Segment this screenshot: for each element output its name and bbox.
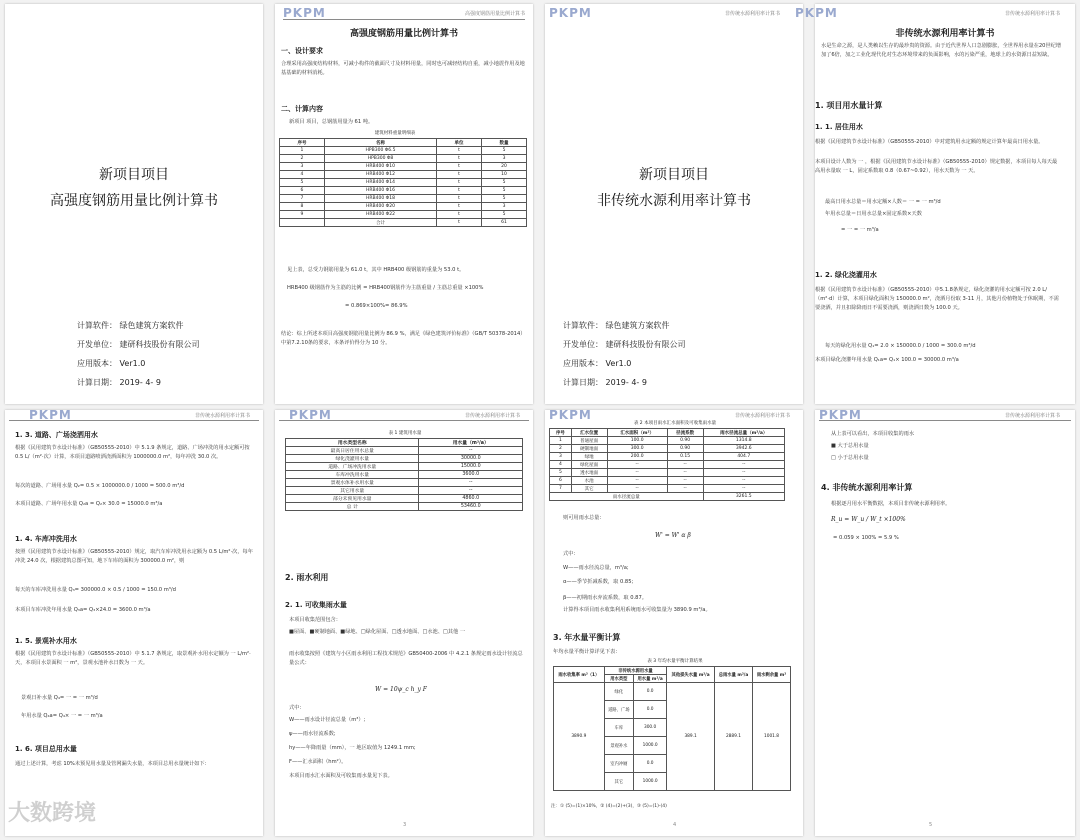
- formula-w: W = 10ψ_c h_y F: [375, 686, 427, 693]
- rain-area-table-cell: 404.7: [703, 453, 784, 461]
- steel-table-cell: 5: [280, 179, 325, 187]
- section-1-3-heading: 1. 3. 道路、广场浇洒用水: [15, 431, 98, 439]
- rain-total-label: 雨水径流总量: [550, 493, 704, 501]
- meta-version: 应用版本： Ver1.0: [563, 359, 632, 368]
- steel-table-cell: 3: [280, 163, 325, 171]
- section-1-2-b: 本项目绿化浇灌年用水量 Q₁a= Q₁× 100.0 = 30000.0 m³/a: [815, 357, 959, 363]
- where-label: 式中：: [289, 705, 305, 711]
- steel-table-row: [280, 155, 527, 163]
- th-nontrad: 非传统水源用水量: [604, 667, 667, 675]
- rain-area-table-cell: 绿地: [571, 453, 607, 461]
- water-usage-table-row: [286, 487, 523, 495]
- rain-area-table-cell: 2: [550, 445, 572, 453]
- rain-area-table-cell: --: [607, 469, 667, 477]
- water-usage-table-row: [286, 463, 523, 471]
- intro-text: 水是生命之源，是人类赖以生存的最珍贵的资源。由于近代世界人口急剧膨胀，全世界用水量在20世纪增加了6倍，加之工业化现代化对生态环境带来的负面影响，水的污染严重，地球上的水资源日益短缺。: [821, 43, 1062, 58]
- steel-table-cell: 5: [482, 195, 527, 203]
- water-usage-table-cell: 其它用水量: [286, 487, 419, 495]
- conclusion: 结论：综上所述本项目高强度钢筋用量比例为 86.9 %，满足《绿色建筑评价标准》（GB/T 50378-2014）中第7.2.10条的要求，本条评价得分为 10 分。: [281, 331, 523, 346]
- section-2-heading: 二、计算内容: [281, 105, 323, 113]
- where-5: 本项目雨水汇水面积及可收集雨水量见下表。: [289, 773, 393, 779]
- section-2-1-text: 本项目收集范围包含：: [289, 617, 341, 623]
- rain-area-table-cell: 200.0: [607, 453, 667, 461]
- steel-table-cell: HRB400 Φ20: [324, 203, 436, 211]
- running-header: 非传统水源利用率计算书: [725, 11, 781, 17]
- water-usage-table-cell: 部分未预见用水量: [286, 495, 419, 503]
- section-2-heading: 2. 雨水利用: [285, 573, 329, 582]
- section-1-2-heading: 1. 2. 绿化浇灌用水: [815, 271, 877, 279]
- water-usage-table-row: [286, 471, 523, 479]
- td-amount-3: 1000.0: [633, 737, 666, 755]
- rain-area-table-row: [550, 485, 785, 493]
- td-amount-1: 0.0: [633, 701, 666, 719]
- page-7: [545, 410, 803, 836]
- rain-area-table: [549, 428, 785, 501]
- td-type-0: 绿化: [604, 683, 633, 701]
- rain-area-table-cell: --: [607, 461, 667, 469]
- water-usage-table-row: [286, 479, 523, 487]
- water-usage-table-row: [286, 447, 523, 455]
- table-3-note: 注：① (5)=(1)×10%，② (4)=(2)+(3)，③ (5)=(1)-(4): [551, 804, 667, 809]
- pkpm-logo: PKPM: [795, 6, 838, 20]
- rain-area-table-cell: 5: [550, 469, 572, 477]
- header-rule: [9, 420, 259, 421]
- rain-area-table-cell: 1314.8: [703, 437, 784, 445]
- result-line-3: = 0.869×100%= 86.9%: [345, 303, 408, 309]
- rain-area-table-cell: --: [667, 485, 703, 493]
- result-line-1: 见上表，总受力钢筋用量为 61.0 t，其中 HRB400 级钢筋的重量为 53.0 t。: [287, 267, 465, 273]
- section-1-1-a: 本项目设计人数为 一 ，根据《民用建筑节水设计标准》（GB50555-2010）规定数据，本项目每人每天最高用水量取 一 L，固定系数取 0.8（0.67~0.92），用水天数为 一 天。: [815, 159, 1058, 174]
- steel-table-cell: [280, 219, 325, 227]
- water-usage-table-cell: 绿化浇灌用水量: [286, 455, 419, 463]
- td-type-4: 室内冲厕: [604, 755, 633, 773]
- header-rule: [819, 420, 1071, 421]
- td-amount-4: 0.0: [633, 755, 666, 773]
- steel-table-cell: 10: [482, 171, 527, 179]
- water-usage-table-cell: 最高日居住用水总量: [286, 447, 419, 455]
- steel-table-cell: 2: [280, 155, 325, 163]
- cover-title-line1: 新项目项目: [99, 167, 169, 183]
- steel-table-cell: 5: [482, 211, 527, 219]
- rain-area-table-header-0: 序号: [550, 429, 572, 437]
- rain-area-table-cell: 100.0: [607, 437, 667, 445]
- water-usage-table-cell: 道路、广场冲洗用水量: [286, 463, 419, 471]
- doc-title: 非传统水源利用率计算书: [895, 29, 995, 39]
- section-1-1-c: 年用水总量＝日用水总量×固定系数×天数: [825, 211, 922, 217]
- th-left: 雨水剩余量 m³: [753, 667, 791, 683]
- rain-area-table-row: [550, 445, 785, 453]
- steel-table-row: [280, 211, 527, 219]
- steel-table-cell: HPB300 Φ8: [324, 155, 436, 163]
- section-1-1-b: 最高日用水总量＝用水定额×人数＝ 一 = 一 m³/d: [825, 199, 941, 205]
- steel-table-cell: HRB400 Φ18: [324, 195, 436, 203]
- section-3-text: 年均水量平衡计算详见下表：: [553, 649, 621, 655]
- steel-table-row: [280, 203, 527, 211]
- cover-title-line1: 新项目项目: [639, 167, 709, 183]
- cover-title-line2: 非传统水源利用率计算书: [597, 193, 751, 209]
- section-1-3-text: 根据《民用建筑节水设计标准》（GB50555-2010）中 5.1.9 条规定，道路、广场冲洗的用水定额可按 0.5 L/（m²·次）计算，本项目道路喷洒浇洒面积为 1000000.0 m²，每年冲洗 30.0 次。: [15, 445, 250, 460]
- table-3-caption: 表 3 年均水量平衡计算结果: [647, 659, 703, 664]
- rain-area-table-cell: --: [607, 485, 667, 493]
- rain-area-table-row: [550, 461, 785, 469]
- td-amount-0: 0.0: [633, 683, 666, 701]
- td-total: 2889.1: [714, 683, 752, 791]
- section-2-text: 新项目 项目，总钢筋用量为 61 吨。: [289, 119, 374, 125]
- section-1-5-b: 年用水量 Q₄a= Q₄× 一 = 一 m³/a: [21, 713, 103, 719]
- td-loss: 389.1: [667, 683, 715, 791]
- steel-table-cell: HRB400 Φ14: [324, 179, 436, 187]
- formula-w-prime: W' = W' α β: [655, 532, 691, 539]
- rain-area-table-cell: 普通屋面: [571, 437, 607, 445]
- water-usage-table-cell: --: [419, 447, 523, 455]
- steel-table-row: [280, 219, 527, 227]
- steel-table-cell: t: [437, 179, 482, 187]
- steel-table-header-1: 名称: [324, 139, 436, 147]
- steel-table-cell: HRB400 Φ22: [324, 211, 436, 219]
- section-1-2-text: 根据《民用建筑节水设计标准》（GB50555-2010）中5.1.8条规定，绿化浇灌的用水定额可按 2.0 L/（m²·d）计算，本项目绿化面积为 150000.0 m²，浇洒月份取 3-11 月，其他月份植物处于休眠期，不需要浇洒，并且扣除降雨日不需要浇洒，则浇洒日数为 100.0 天。: [815, 287, 1059, 311]
- rain-area-table-cell: 水池: [571, 477, 607, 485]
- water-usage-table-row: [286, 495, 523, 503]
- section-1-3-a: 每次的道路、广场用水量 Q₂= 0.5 × 1000000.0 / 1000 = 500.0 m³/d: [15, 483, 185, 489]
- rain-area-table-header-4: 雨水径流总量（m³/a）: [703, 429, 784, 437]
- water-usage-table-cell: 4860.0: [419, 495, 523, 503]
- steel-table-cell: 9: [280, 211, 325, 219]
- td-amount-5: 1000.0: [633, 773, 666, 791]
- result-line-2: HRB400 级钢筋作为主筋的比例 = HRB400钢筋作为主筋重量 / 主筋总重量 ×100%: [287, 285, 484, 291]
- pkpm-logo: PKPM: [819, 408, 862, 422]
- rain-area-table-cell: 0.90: [667, 445, 703, 453]
- steel-table-cell: t: [437, 171, 482, 179]
- where-3: β——初期雨水弃流系数，取 0.87。: [563, 595, 647, 601]
- page-number: 4: [673, 822, 677, 828]
- water-usage-table-row: [286, 503, 523, 511]
- rain-area-table-cell: 透水地面: [571, 469, 607, 477]
- section-1-4-text: 按照《民用建筑节水设计标准》（GB50555-2010）规定，取汽车库冲洗用水定额为 0.5 L/m²·次，每年冲洗 24.0 次，根据建筑总图可知，地下车库的面积为 300000.0 m²，则: [15, 549, 253, 564]
- steel-table-cell: t: [437, 219, 482, 227]
- section-1-5-heading: 1. 5. 景观补水用水: [15, 637, 77, 645]
- where-2: ψ——雨水径流系数;: [289, 731, 336, 737]
- meta-developer: 开发单位： 建研科技股份有限公司: [563, 340, 686, 349]
- steel-table-row: [280, 187, 527, 195]
- doc-title: 高强度钢筋用量比例计算书: [349, 29, 458, 39]
- section-1-6-text: 通过上述计算，考虑 10%未预见用水量及管网漏失水量，本项目总用水量统计如下：: [15, 761, 210, 767]
- rain-area-table-row: [550, 469, 785, 477]
- section-1-3-b: 本项目道路、广场年用水量 Q₂a = Q₂× 30.0 = 15000.0 m³/a: [15, 501, 163, 507]
- page-water-calc: [795, 4, 1075, 404]
- steel-table-cell: 4: [280, 171, 325, 179]
- td-type-3: 景观补水: [604, 737, 633, 755]
- steel-table-cell: 6: [280, 187, 325, 195]
- formula-ru: R_u = W_u / W_t ×100%: [831, 516, 906, 523]
- steel-table-cell: 5: [482, 147, 527, 155]
- section-4-heading: 4. 非传统水源利用率计算: [821, 483, 913, 492]
- steel-table-header-2: 单位: [437, 139, 482, 147]
- th-loss: 其他损失水量 m³/a: [667, 667, 715, 683]
- td-type-2: 车库: [604, 719, 633, 737]
- meta-software: 计算软件： 绿色建筑方案软件: [563, 321, 670, 330]
- rain-area-table-cell: 1: [550, 437, 572, 445]
- td-type-1: 道路、广场: [604, 701, 633, 719]
- steel-table-row: [280, 147, 527, 155]
- running-header: 非传统水源利用率计算书: [735, 413, 791, 419]
- compare-text: 从上表可以看出，本项目收集的雨水: [831, 431, 915, 437]
- where-1: W——雨水设计径流总量（m³）;: [289, 717, 366, 723]
- where-3: hy——年降雨量（mm），一 地区取值为 1249.1 mm;: [289, 745, 416, 751]
- th-total: 总雨水量 m³/a: [714, 667, 752, 683]
- rain-area-table-cell: --: [703, 461, 784, 469]
- section-1-5-a: 景观日补水量 Q₄= 一 = 一 m³/d: [21, 695, 98, 701]
- water-usage-table-cell: 3600.0: [419, 471, 523, 479]
- steel-table-cell: 20: [482, 163, 527, 171]
- steel-table-cell: 5: [482, 187, 527, 195]
- steel-table-row: [280, 179, 527, 187]
- running-header: 非传统水源利用率计算书: [465, 413, 521, 419]
- table-2-caption: 表 2 本项目雨水汇水面积及可收集雨水量: [633, 421, 717, 426]
- final-result: = 0.059 × 100% = 5.9 %: [833, 535, 899, 541]
- section-4-text: 根据逐月用水平衡数据，本项目非传统水源利用率。: [831, 501, 951, 507]
- section-1-heading: 1. 项目用水量计算: [815, 101, 883, 110]
- steel-table-cell: 1: [280, 147, 325, 155]
- cover-meta: [563, 316, 686, 392]
- rain-area-table-cell: 0.90: [667, 437, 703, 445]
- rain-area-table-cell: 其它: [571, 485, 607, 493]
- rain-area-table-header-2: 汇水面积（m²）: [607, 429, 667, 437]
- steel-table-cell: 5: [482, 179, 527, 187]
- page-cover-water: [545, 4, 803, 404]
- steel-table-cell: HRB400 Φ16: [324, 187, 436, 195]
- where-4: 计算得本项目雨水收集利用系统雨水可收集量为 3890.9 m³/a。: [563, 607, 711, 613]
- section-2-1-options: ■屋面、■硬制地面、■绿地、□绿化屋面、□透水地面、□水池、□其他 一: [289, 629, 466, 635]
- rain-area-table-cell: 3: [550, 453, 572, 461]
- rain-area-table-row: [550, 437, 785, 445]
- rain-area-table-header-1: 汇水位置: [571, 429, 607, 437]
- pkpm-logo: PKPM: [549, 408, 592, 422]
- section-1-4-a: 每天的车库冲洗用水量 Q₃= 300000.0 × 0.5 / 1000 = 150.0 m³/d: [15, 587, 176, 593]
- steel-table-cell: 8: [280, 203, 325, 211]
- water-usage-table-cell: --: [419, 487, 523, 495]
- steel-table-cell: t: [437, 187, 482, 195]
- compare-option-1: ■ 大于总用水量: [831, 443, 869, 449]
- rain-area-table-header-3: 径流系数: [667, 429, 703, 437]
- water-usage-table-header-0: 用水类型名称: [286, 439, 419, 447]
- steel-table-cell: HPB300 Φ6.5: [324, 147, 436, 155]
- rain-area-table-cell: --: [703, 477, 784, 485]
- steel-table-cell: HRB400 Φ10: [324, 163, 436, 171]
- water-usage-table-cell: 总 计: [286, 503, 419, 511]
- section-1-text: 合理采用高强度结构材料，可减小构件的截面尺寸及材料用量，同时也可减轻结构自重，减小地震作用及地基基础的材料消耗。: [281, 61, 525, 76]
- steel-table-header-0: 序号: [280, 139, 325, 147]
- section-3-heading: 3. 年水量平衡计算: [553, 633, 621, 642]
- rain-area-table-cell: 绿化屋面: [571, 461, 607, 469]
- td-type-5: 其它: [604, 773, 633, 791]
- water-usage-table: [285, 438, 523, 511]
- where-4: F——汇水面积（hm²）。: [289, 759, 347, 765]
- header-rule: [283, 19, 525, 20]
- water-usage-table-cell: --: [419, 479, 523, 487]
- running-header: 非传统水源利用率计算书: [1005, 11, 1061, 17]
- section-1-4-b: 本项目车库冲洗年用水量 Q₃a= Q₃×24.0 = 3600.0 m³/a: [15, 607, 151, 613]
- section-2-1-b: 雨水收集按照《建筑与小区雨水利用工程技术规范》GB50400-2006 中 4.2.1 条规定雨水设计径流总量公式：: [289, 651, 523, 666]
- rain-area-table-row: [550, 453, 785, 461]
- running-header: 非传统水源利用率计算书: [195, 413, 251, 419]
- meta-software: 计算软件： 绿色建筑方案软件: [77, 321, 184, 330]
- steel-table-caption: 建筑材料重量明细表: [374, 131, 416, 136]
- running-header: 非传统水源利用率计算书: [1005, 413, 1061, 419]
- cover-meta: [77, 316, 200, 392]
- balance-table: [553, 666, 791, 791]
- rain-area-table-cell: 6: [550, 477, 572, 485]
- pkpm-logo: PKPM: [549, 6, 592, 20]
- steel-table-cell: HRB400 Φ12: [324, 171, 436, 179]
- section-1-6-heading: 1. 6. 项目总用水量: [15, 745, 77, 753]
- usable-rain-label: 则可用雨水总量：: [563, 515, 605, 521]
- rain-area-table-cell: --: [703, 485, 784, 493]
- td-left: 1001.8: [753, 683, 791, 791]
- pkpm-logo: PKPM: [289, 408, 332, 422]
- section-1-1-d: = 一 = 一 m³/a: [841, 227, 879, 233]
- th-type: 用水类型: [604, 675, 633, 683]
- pkpm-logo: PKPM: [283, 6, 326, 20]
- section-1-1-heading: 1. 1. 居住用水: [815, 123, 863, 131]
- steel-table: [279, 138, 527, 227]
- water-usage-table-cell: 53460.0: [419, 503, 523, 511]
- page-8: [815, 410, 1075, 836]
- water-usage-table-cell: 15000.0: [419, 463, 523, 471]
- steel-table-cell: 3: [482, 203, 527, 211]
- meta-developer: 开发单位： 建研科技股份有限公司: [77, 340, 200, 349]
- section-1-1-text: 根据《民用建筑节水设计标准》（GB50555-2010）中对建筑用水定额的规定计算年最高日用水量。: [815, 139, 1044, 145]
- steel-table-cell: t: [437, 211, 482, 219]
- meta-date: 计算日期： 2019- 4- 9: [77, 378, 161, 387]
- th-collect: 雨水收集率 m³（1）: [554, 667, 605, 683]
- where-label: 式中：: [563, 551, 579, 557]
- rain-area-table-cell: 4: [550, 461, 572, 469]
- page-number: 5: [929, 822, 933, 828]
- cover-title-line2: 高强度钢筋用量比例计算书: [50, 193, 218, 209]
- rain-area-table-cell: --: [667, 477, 703, 485]
- th-amount: 用水量 m³/a: [633, 675, 666, 683]
- water-usage-table-cell: 车库冲洗用水量: [286, 471, 419, 479]
- rain-area-table-cell: --: [667, 461, 703, 469]
- meta-date: 计算日期： 2019- 4- 9: [563, 378, 647, 387]
- rain-area-table-cell: 300.0: [607, 445, 667, 453]
- compare-option-2: □ 小于总用水量: [831, 455, 869, 461]
- running-header: 高强度钢筋用量比例计算书: [465, 11, 526, 17]
- steel-table-cell: t: [437, 155, 482, 163]
- page-6: [275, 410, 533, 836]
- page-5: [5, 410, 263, 836]
- table-1-caption: 表 1 建筑用水量: [388, 431, 422, 436]
- section-2-1-heading: 2. 1. 可收集雨水量: [285, 601, 347, 609]
- water-usage-table-row: [286, 455, 523, 463]
- steel-table-row: [280, 163, 527, 171]
- steel-table-cell: t: [437, 203, 482, 211]
- water-usage-table-cell: 景观水体补水用水量: [286, 479, 419, 487]
- where-1: W——雨水径流总量，m³/a;: [563, 565, 629, 571]
- td-amount-2: 300.0: [633, 719, 666, 737]
- rain-area-table-row: [550, 477, 785, 485]
- steel-table-cell: t: [437, 163, 482, 171]
- meta-version: 应用版本： Ver1.0: [77, 359, 146, 368]
- header-rule: [279, 420, 529, 421]
- steel-table-row: [280, 171, 527, 179]
- section-1-4-heading: 1. 4. 车库冲洗用水: [15, 535, 77, 543]
- steel-table-header-3: 数量: [482, 139, 527, 147]
- page-steel-calc: [275, 4, 533, 404]
- rain-area-table-cell: 0.15: [667, 453, 703, 461]
- water-usage-table-header-1: 用水量（m³/a）: [419, 439, 523, 447]
- section-1-5-text: 根据《民用建筑节水设计标准》（GB50555-2010）中 5.1.7 条规定，取景观补水用水定额为 一 L/m²·天，本项目水景面积 一 m²，景观水池补水日数为 一 天。: [15, 651, 251, 666]
- rain-area-table-cell: 3942.6: [703, 445, 784, 453]
- water-usage-table-cell: 30000.0: [419, 455, 523, 463]
- steel-table-cell: 3: [482, 155, 527, 163]
- page-number: 3: [403, 822, 407, 828]
- steel-table-cell: 合计: [324, 219, 436, 227]
- rain-area-table-cell: 硬制地面: [571, 445, 607, 453]
- steel-table-row: [280, 195, 527, 203]
- pkpm-logo: PKPM: [29, 408, 72, 422]
- steel-table-cell: 7: [280, 195, 325, 203]
- section-1-2-a: 每天的绿化用水量 Q₁= 2.0 × 150000.0 / 1000 = 300.0 m³/d: [825, 343, 976, 349]
- rain-area-total-row: [550, 493, 785, 501]
- rain-area-table-cell: --: [607, 477, 667, 485]
- rain-area-table-cell: --: [703, 469, 784, 477]
- section-1-heading: 一、设计要求: [281, 47, 323, 55]
- rain-area-table-cell: --: [667, 469, 703, 477]
- watermark: 大数跨境: [8, 801, 97, 826]
- rain-total-value: 3261.5: [703, 493, 784, 501]
- steel-table-cell: t: [437, 147, 482, 155]
- rain-area-table-cell: 7: [550, 485, 572, 493]
- steel-table-cell: 61: [482, 219, 527, 227]
- where-2: α——季节折减系数，取 0.85;: [563, 579, 634, 585]
- td-collect: 3890.9: [554, 683, 605, 791]
- page-cover-steel: [5, 4, 263, 404]
- steel-table-cell: t: [437, 195, 482, 203]
